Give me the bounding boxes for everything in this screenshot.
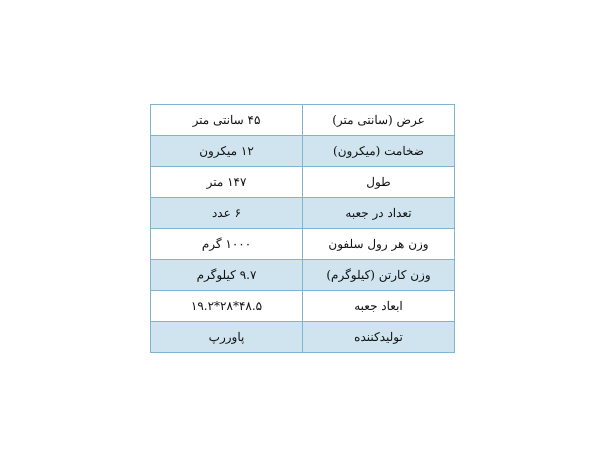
row-label-width: عرض (سانتی متر) (303, 105, 455, 136)
row-label-carton-weight: وزن کارتن (کیلوگرم) (303, 260, 455, 291)
table-row (151, 260, 455, 291)
row-label-length: طول (303, 167, 455, 198)
row-value-count-per-box: ۶ عدد (151, 198, 303, 229)
product-spec-table (150, 104, 455, 353)
row-value-box-dimensions: ۴۸.۵*۲۸*۱۹.۲ (151, 291, 303, 322)
row-label-count-per-box: تعداد در جعبه (303, 198, 455, 229)
row-value-length: ۱۴۷ متر (151, 167, 303, 198)
row-value-roll-weight: ۱۰۰۰ گرم (151, 229, 303, 260)
table-row (151, 105, 455, 136)
table-row (151, 136, 455, 167)
table-row (151, 229, 455, 260)
row-label-roll-weight: وزن هر رول سلفون (303, 229, 455, 260)
table-row (151, 291, 455, 322)
row-value-manufacturer: پاوررپ (151, 322, 303, 353)
table-row (151, 322, 455, 353)
row-label-manufacturer: تولیدکننده (303, 322, 455, 353)
table-row (151, 167, 455, 198)
table-row (151, 198, 455, 229)
row-label-thickness: ضخامت (میکرون) (303, 136, 455, 167)
row-value-carton-weight: ۹.۷ کیلوگرم (151, 260, 303, 291)
row-value-thickness: ۱۲ میکرون (151, 136, 303, 167)
row-value-width: ۴۵ سانتی متر (151, 105, 303, 136)
row-label-box-dimensions: ابعاد جعبه (303, 291, 455, 322)
